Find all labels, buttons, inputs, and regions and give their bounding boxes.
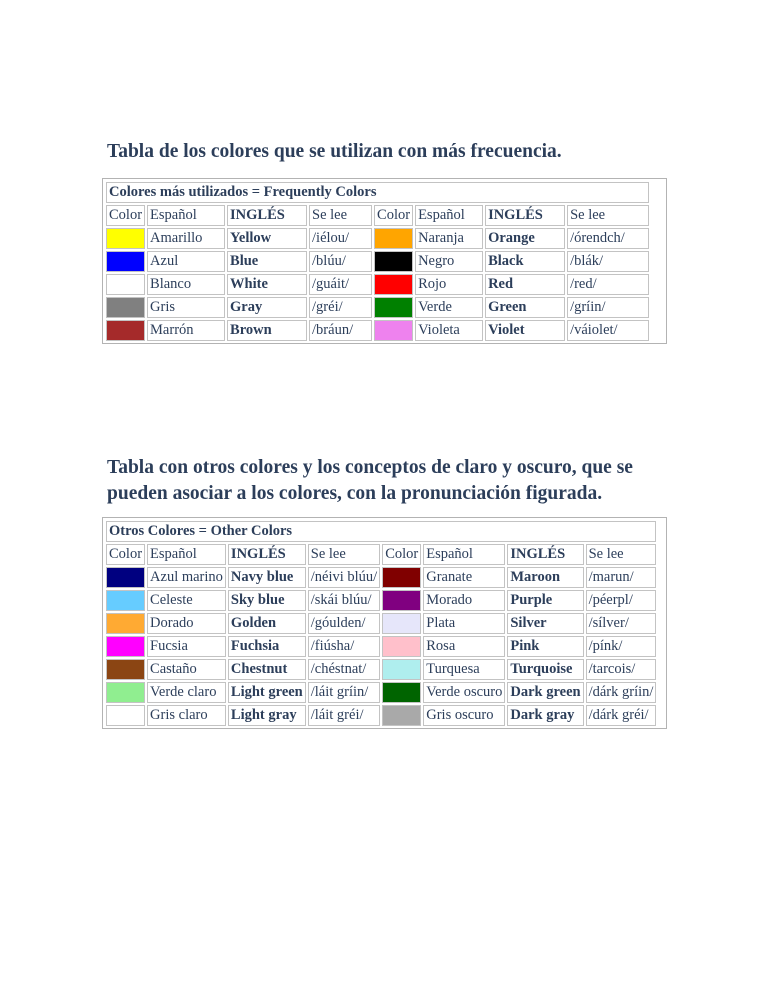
spanish-name: Rosa xyxy=(423,636,505,657)
color-swatch xyxy=(383,660,420,679)
color-swatch xyxy=(107,706,144,725)
table-row xyxy=(106,613,656,634)
english-name: Chestnut xyxy=(228,659,306,680)
english-name: Brown xyxy=(227,320,307,341)
color-swatch-cell xyxy=(106,251,145,272)
color-swatch xyxy=(383,568,420,587)
color-swatch xyxy=(383,637,420,656)
spanish-name: Naranja xyxy=(415,228,483,249)
spanish-name: Fucsia xyxy=(147,636,226,657)
spanish-name: Verde oscuro xyxy=(423,682,505,703)
column-header: Español xyxy=(423,544,505,565)
table-row xyxy=(106,320,649,341)
english-name: Silver xyxy=(507,613,583,634)
color-swatch xyxy=(107,614,144,633)
english-name: Violet xyxy=(485,320,565,341)
color-swatch xyxy=(107,252,144,271)
english-name: Dark gray xyxy=(507,705,583,726)
other-colors-table xyxy=(104,519,658,728)
table-row xyxy=(106,567,656,588)
color-swatch-cell xyxy=(106,228,145,249)
english-name: Gray xyxy=(227,297,307,318)
pronunciation: /góulden/ xyxy=(308,613,380,634)
english-name: Orange xyxy=(485,228,565,249)
pronunciation: /dárk gréi/ xyxy=(586,705,657,726)
other-colors-table-container xyxy=(102,517,667,729)
english-name: Golden xyxy=(228,613,306,634)
color-swatch xyxy=(107,568,144,587)
color-swatch xyxy=(107,321,144,340)
color-swatch-cell xyxy=(382,682,421,703)
column-header: Se lee xyxy=(586,544,657,565)
page-heading-other-colors: Tabla con otros colores y los conceptos de claro y oscuro, que se pueden asociar a los colores, con la pronunciación figurada. xyxy=(107,457,633,504)
pronunciation: /gríin/ xyxy=(567,297,649,318)
color-swatch xyxy=(383,683,420,702)
spanish-name: Rojo xyxy=(415,274,483,295)
color-swatch xyxy=(107,275,144,294)
spanish-name: Gris xyxy=(147,297,225,318)
spanish-name: Dorado xyxy=(147,613,226,634)
pronunciation: /néivi blúu/ xyxy=(308,567,380,588)
pronunciation: /guáit/ xyxy=(309,274,372,295)
column-header: Color xyxy=(382,544,421,565)
spanish-name: Amarillo xyxy=(147,228,225,249)
english-name: Light gray xyxy=(228,705,306,726)
spanish-name: Azul xyxy=(147,251,225,272)
table-title: Colores más utilizados = Frequently Colors xyxy=(106,182,649,203)
english-name: Red xyxy=(485,274,565,295)
spanish-name: Gris claro xyxy=(147,705,226,726)
frequent-colors-table xyxy=(104,180,651,343)
color-swatch-cell xyxy=(106,297,145,318)
color-swatch xyxy=(383,591,420,610)
column-header: Se lee xyxy=(567,205,649,226)
pronunciation: /gréi/ xyxy=(309,297,372,318)
pronunciation: /skái blúu/ xyxy=(308,590,380,611)
spanish-name: Gris oscuro xyxy=(423,705,505,726)
pronunciation: /red/ xyxy=(567,274,649,295)
english-name: Sky blue xyxy=(228,590,306,611)
column-header: Color xyxy=(374,205,413,226)
column-header: Español xyxy=(147,205,225,226)
color-swatch-cell xyxy=(382,659,421,680)
spanish-name: Verde xyxy=(415,297,483,318)
color-swatch-cell xyxy=(374,274,413,295)
table-row xyxy=(106,251,649,272)
color-swatch-cell xyxy=(106,590,145,611)
english-name: Light green xyxy=(228,682,306,703)
table-title-row xyxy=(106,521,656,542)
english-name: Purple xyxy=(507,590,583,611)
frequent-colors-table-container xyxy=(102,178,667,344)
pronunciation: /marun/ xyxy=(586,567,657,588)
table-row xyxy=(106,659,656,680)
spanish-name: Castaño xyxy=(147,659,226,680)
column-header: INGLÉS xyxy=(228,544,306,565)
table-row xyxy=(106,274,649,295)
color-swatch-cell xyxy=(374,251,413,272)
english-name: Dark green xyxy=(507,682,583,703)
column-header: Color xyxy=(106,205,145,226)
color-swatch xyxy=(107,591,144,610)
english-name: Green xyxy=(485,297,565,318)
color-swatch-cell xyxy=(382,636,421,657)
pronunciation: /bráun/ xyxy=(309,320,372,341)
pronunciation: /sílver/ xyxy=(586,613,657,634)
column-header: Español xyxy=(147,544,226,565)
spanish-name: Turquesa xyxy=(423,659,505,680)
pronunciation: /iélou/ xyxy=(309,228,372,249)
table-row xyxy=(106,705,656,726)
pronunciation: /váiolet/ xyxy=(567,320,649,341)
english-name: Navy blue xyxy=(228,567,306,588)
color-swatch-cell xyxy=(106,636,145,657)
spanish-name: Plata xyxy=(423,613,505,634)
pronunciation: /péerpl/ xyxy=(586,590,657,611)
color-swatch-cell xyxy=(374,320,413,341)
color-swatch-cell xyxy=(106,613,145,634)
color-swatch xyxy=(107,637,144,656)
color-swatch xyxy=(375,298,412,317)
color-swatch-cell xyxy=(106,682,145,703)
color-swatch-cell xyxy=(382,613,421,634)
color-swatch-cell xyxy=(106,320,145,341)
color-swatch-cell xyxy=(374,297,413,318)
spanish-name: Granate xyxy=(423,567,505,588)
pronunciation: /pínk/ xyxy=(586,636,657,657)
pronunciation: /órendch/ xyxy=(567,228,649,249)
column-header: INGLÉS xyxy=(507,544,583,565)
color-swatch xyxy=(375,252,412,271)
column-header: Español xyxy=(415,205,483,226)
color-swatch xyxy=(107,298,144,317)
color-swatch xyxy=(375,321,412,340)
color-swatch-cell xyxy=(106,705,145,726)
pronunciation: /láit gríin/ xyxy=(308,682,380,703)
column-header: INGLÉS xyxy=(227,205,307,226)
color-swatch-cell xyxy=(382,705,421,726)
pronunciation: /tarcois/ xyxy=(586,659,657,680)
color-swatch xyxy=(375,275,412,294)
column-header: Se lee xyxy=(308,544,380,565)
spanish-name: Azul marino xyxy=(147,567,226,588)
page-heading-frequent-colors: Tabla de los colores que se utilizan con más frecuencia. xyxy=(107,141,562,162)
table-title: Otros Colores = Other Colors xyxy=(106,521,656,542)
pronunciation: /blák/ xyxy=(567,251,649,272)
english-name: Pink xyxy=(507,636,583,657)
english-name: Fuchsia xyxy=(228,636,306,657)
color-swatch xyxy=(375,229,412,248)
english-name: Maroon xyxy=(507,567,583,588)
spanish-name: Morado xyxy=(423,590,505,611)
english-name: Black xyxy=(485,251,565,272)
english-name: Yellow xyxy=(227,228,307,249)
table-row xyxy=(106,228,649,249)
pronunciation: /láit gréi/ xyxy=(308,705,380,726)
table-header-row xyxy=(106,544,656,565)
color-swatch-cell xyxy=(382,567,421,588)
spanish-name: Celeste xyxy=(147,590,226,611)
column-header: INGLÉS xyxy=(485,205,565,226)
table-row xyxy=(106,297,649,318)
color-swatch xyxy=(107,660,144,679)
table-row xyxy=(106,636,656,657)
english-name: White xyxy=(227,274,307,295)
pronunciation: /blúu/ xyxy=(309,251,372,272)
column-header: Color xyxy=(106,544,145,565)
spanish-name: Violeta xyxy=(415,320,483,341)
table-header-row xyxy=(106,205,649,226)
pronunciation: /fiúsha/ xyxy=(308,636,380,657)
table-title-row xyxy=(106,182,649,203)
spanish-name: Marrón xyxy=(147,320,225,341)
english-name: Turquoise xyxy=(507,659,583,680)
english-name: Blue xyxy=(227,251,307,272)
color-swatch-cell xyxy=(382,590,421,611)
color-swatch xyxy=(383,614,420,633)
color-swatch-cell xyxy=(106,659,145,680)
pronunciation: /dárk gríin/ xyxy=(586,682,657,703)
color-swatch xyxy=(107,229,144,248)
spanish-name: Negro xyxy=(415,251,483,272)
color-swatch xyxy=(383,706,420,725)
color-swatch-cell xyxy=(106,567,145,588)
color-swatch-cell xyxy=(106,274,145,295)
color-swatch xyxy=(107,683,144,702)
table-row xyxy=(106,682,656,703)
spanish-name: Blanco xyxy=(147,274,225,295)
column-header: Se lee xyxy=(309,205,372,226)
pronunciation: /chéstnat/ xyxy=(308,659,380,680)
spanish-name: Verde claro xyxy=(147,682,226,703)
color-swatch-cell xyxy=(374,228,413,249)
table-row xyxy=(106,590,656,611)
